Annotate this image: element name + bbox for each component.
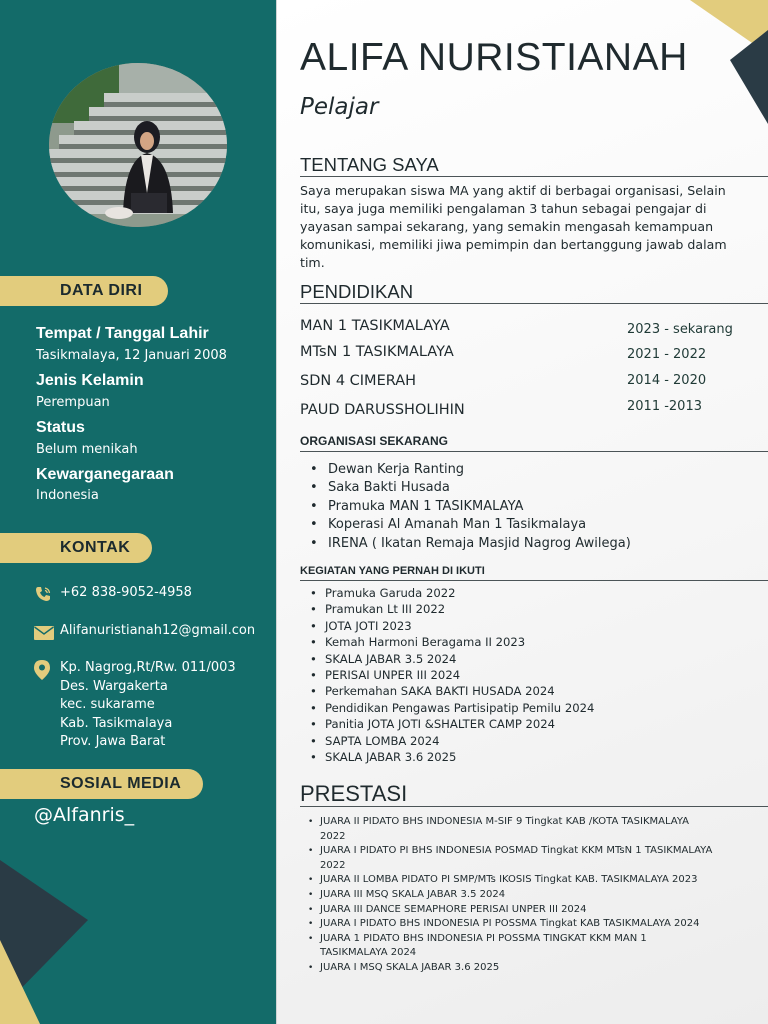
- address-line: kec. sukarame: [60, 697, 155, 712]
- list-item: • Saka Bakti Husada: [308, 479, 631, 497]
- tentang-divider: [300, 176, 768, 177]
- list-item: • Pramukan Lt III 2022: [308, 601, 594, 617]
- organisasi-divider: [300, 451, 768, 452]
- address-block: [60, 659, 236, 752]
- address-line: Des. Wargakerta: [60, 678, 168, 694]
- field-label-birth: Tempat / Tanggal Lahir: [36, 325, 209, 342]
- field-value-status: Belum menikah: [36, 442, 138, 457]
- tentang-text: Saya merupakan siswa MA yang aktif di berbagai organisasi, Selain itu, saya juga memiliki pengalaman 3 tahun sebagai pengajar di yayasan sampai sekarang, yang semakin mengasah kemampuan komunikasi, memiliki jiwa pemimpin dan bertanggung jawab dalam tim.: [300, 183, 727, 270]
- kegiatan-list: [308, 585, 594, 765]
- data-diri-header: [0, 276, 168, 306]
- address-line: Kab. Tasikmalaya: [60, 715, 173, 731]
- profile-photo: [49, 63, 227, 227]
- decor-corner-dark: [730, 30, 768, 124]
- list-item: • Panitia JOTA JOTI &SHALTER CAMP 2024: [308, 716, 594, 732]
- list-item: • Kemah Harmoni Beragama II 2023: [308, 634, 594, 650]
- list-item: • Dewan Kerja Ranting: [308, 461, 631, 479]
- list-item: • IRENA ( Ikatan Remaja Masjid Nagrog Awilega): [308, 535, 631, 553]
- list-item: • Pendidikan Pengawas Partisipatip Pemilu 2024: [308, 700, 594, 716]
- mail-icon: [34, 625, 54, 644]
- edu-years: 2011 -2013: [627, 399, 702, 414]
- sosial-media-title: SOSIAL MEDIA: [60, 775, 182, 792]
- field-value-gender: Perempuan: [36, 395, 110, 410]
- list-item: • Pramuka Garuda 2022: [308, 585, 594, 601]
- list-item: • Koperasi Al Amanah Man 1 Tasikmalaya: [308, 516, 631, 534]
- location-pin-icon: [34, 660, 50, 684]
- prestasi-divider: [300, 806, 768, 807]
- list-item: • JUARA I PIDATO PI BHS INDONESIA POSMAD Tingkat KKM MTsN 1 TASIKMALAYA 2022: [308, 844, 715, 873]
- kontak-header: [0, 533, 152, 563]
- list-item: • JUARA II LOMBA PIDATO PI SMP/MTs IKOSIS Tingkat KAB. TASIKMALAYA 2023: [308, 873, 715, 888]
- field-label-citizenship: Kewarganegaraan: [36, 466, 174, 483]
- edu-school: PAUD DARUSSHOLIHIN: [300, 402, 465, 418]
- list-item: • SAPTA LOMBA 2024: [308, 733, 594, 749]
- prestasi-list: [308, 815, 715, 976]
- list-item: • Pramuka MAN 1 TASIKMALAYA: [308, 498, 631, 516]
- edu-school: SDN 4 CIMERAH: [300, 373, 417, 389]
- decor-triangle-gold: [0, 940, 40, 1024]
- list-item: • SKALA JABAR 3.6 2025: [308, 749, 594, 765]
- edu-years: 2023 - sekarang: [627, 322, 733, 337]
- organisasi-title: ORGANISASI SEKARANG: [300, 434, 449, 448]
- address-line: Kp. Nagrog,Rt/Rw. 011/003: [60, 660, 236, 675]
- list-item: • JUARA III DANCE SEMAPHORE PERISAI UNPER III 2024: [308, 903, 715, 918]
- address-line: Prov. Jawa Barat: [60, 734, 166, 749]
- full-name: ALIFA NURISTIANAH: [300, 36, 688, 79]
- list-item: • JUARA III MSQ SKALA JABAR 3.5 2024: [308, 888, 715, 903]
- kontak-title: KONTAK: [60, 539, 131, 556]
- pendidikan-divider: [300, 303, 768, 304]
- list-item: • JOTA JOTI 2023: [308, 618, 594, 634]
- list-item: • SKALA JABAR 3.5 2024: [308, 651, 594, 667]
- kegiatan-title: KEGIATAN YANG PERNAH DI IKUTI: [300, 565, 485, 577]
- kegiatan-divider: [300, 580, 768, 581]
- pendidikan-title: PENDIDIKAN: [300, 281, 414, 302]
- social-handle[interactable]: @Alfanris_: [34, 804, 135, 826]
- field-label-status: Status: [36, 419, 85, 436]
- list-item: • PERISAI UNPER III 2024: [308, 667, 594, 683]
- email-address[interactable]: Alifanuristianah12@gmail.con: [60, 623, 256, 638]
- list-item: • JUARA 1 PIDATO BHS INDONESIA PI POSSMA TINGKAT KKM MAN 1 TASIKMALAYA 2024: [308, 932, 715, 961]
- sidebar: [0, 0, 276, 1024]
- prestasi-title: PRESTASI: [300, 781, 408, 806]
- phone-number[interactable]: +62 838-9052-4958: [60, 585, 192, 600]
- phone-icon: [34, 585, 52, 607]
- list-item: • Perkemahan SAKA BAKTI HUSADA 2024: [308, 683, 594, 699]
- edu-school: MAN 1 TASIKMALAYA: [300, 318, 450, 334]
- tentang-title: TENTANG SAYA: [300, 154, 439, 175]
- organisasi-list: [308, 461, 631, 553]
- field-value-citizenship: Indonesia: [36, 488, 99, 503]
- role-title: Pelajar: [300, 94, 379, 120]
- edu-school: MTsN 1 TASIKMALAYA: [300, 344, 454, 360]
- sosial-media-header: [0, 769, 203, 799]
- list-item: • JUARA II PIDATO BHS INDONESIA M-SIF 9 Tingkat KAB /KOTA TASIKMALAYA 2022: [308, 815, 715, 844]
- field-label-gender: Jenis Kelamin: [36, 372, 144, 389]
- data-diri-title: DATA DIRI: [60, 282, 143, 299]
- list-item: • JUARA I MSQ SKALA JABAR 3.6 2025: [308, 961, 715, 976]
- list-item: • JUARA I PIDATO BHS INDONESIA PI POSSMA Tingkat KAB TASIKMALAYA 2024: [308, 917, 715, 932]
- edu-years: 2014 - 2020: [627, 373, 707, 388]
- edu-years: 2021 - 2022: [627, 347, 707, 362]
- field-value-birth: Tasikmalaya, 12 Januari 2008: [36, 348, 227, 363]
